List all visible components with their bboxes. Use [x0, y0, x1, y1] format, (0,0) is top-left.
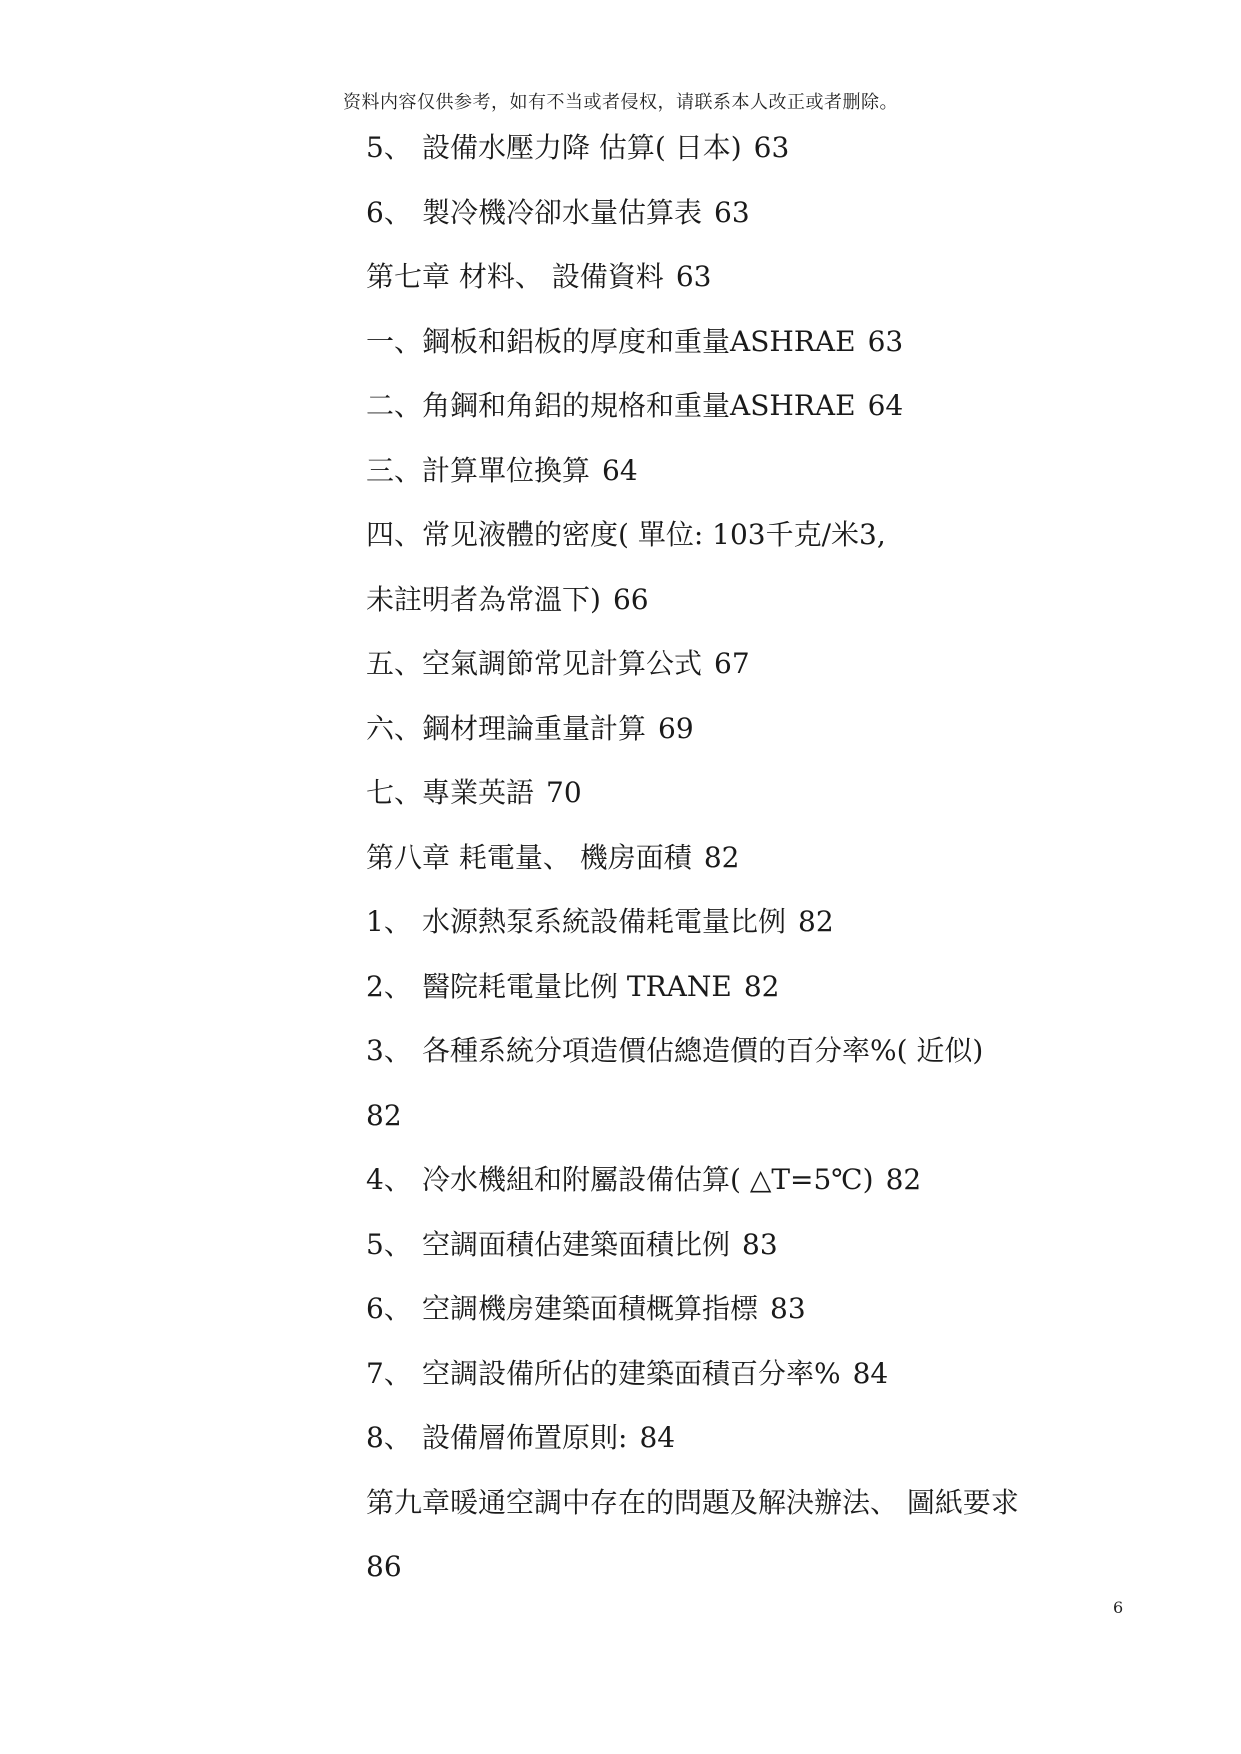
- toc-entry[interactable]: [366, 253, 1130, 318]
- toc-entry-number: 6、: [366, 195, 412, 229]
- toc-entry-title: 第九章暖通空調中存在的問題及解決辦法、 圖紙要求: [366, 1485, 1019, 1519]
- toc-entry-title: 空調機房建築面積概算指標: [422, 1292, 759, 1325]
- toc-entry-page: 82: [743, 969, 780, 1003]
- toc-entry-page: 66: [612, 582, 649, 616]
- toc-entry[interactable]: [366, 1092, 1130, 1157]
- toc-entry[interactable]: [366, 318, 1130, 383]
- toc-entry[interactable]: [366, 1156, 1130, 1221]
- toc-entry-number: 四、: [366, 518, 423, 551]
- toc-entry-title: 空調面積佔建築面積比例: [422, 1227, 731, 1261]
- toc-entry-title: 專業英語: [422, 776, 535, 809]
- toc-entry-number: 7、: [366, 1356, 412, 1390]
- toc-entry-number: 4、: [366, 1163, 412, 1196]
- toc-entry[interactable]: [366, 1414, 1130, 1479]
- toc-entry[interactable]: [366, 124, 1130, 189]
- toc-entry[interactable]: [366, 189, 1130, 254]
- toc-entry-title: 製冷機冷卻水量估算表: [422, 195, 703, 229]
- toc-entry[interactable]: [366, 576, 1130, 641]
- toc-entry-number: 8、: [366, 1421, 412, 1454]
- toc-entry-page: 64: [867, 389, 904, 422]
- toc-entry-number: 七、: [366, 776, 423, 809]
- toc-entry[interactable]: [366, 834, 1130, 899]
- toc-entry-number: 三、: [366, 453, 423, 487]
- toc-entry-title: 設備層佈置原則:: [422, 1421, 628, 1454]
- toc-entry-number: 1、: [366, 905, 412, 938]
- toc-entry-number: 3、: [366, 1034, 412, 1067]
- page-number: 6: [1113, 1598, 1124, 1617]
- toc-entry-number: 六、: [366, 711, 423, 745]
- toc-entry-number: 5、: [366, 131, 412, 164]
- toc-entry-title: 設備水壓力降 估算( 日本): [422, 131, 742, 164]
- toc-entry[interactable]: [366, 1479, 1130, 1544]
- toc-entry[interactable]: [366, 447, 1130, 512]
- toc-entry-page: 82: [703, 840, 740, 874]
- toc-entry-title: 空氣調節常见計算公式: [422, 647, 703, 680]
- toc-entry-title: 未註明者為常溫下): [366, 582, 601, 616]
- toc-entry-page: 83: [770, 1292, 806, 1325]
- toc-entry-page: 63: [714, 195, 750, 229]
- toc-entry-title: 各種系統分項造價佔總造價的百分率%( 近似): [422, 1034, 984, 1067]
- toc-entry[interactable]: [366, 511, 1130, 576]
- header-disclaimer: 资料内容仅供参考，如有不当或者侵权，请联系本人改正或者删除。: [343, 92, 898, 113]
- toc-entry-page: 83: [742, 1227, 778, 1261]
- toc-entry[interactable]: [366, 1027, 1130, 1092]
- toc-entry-page: 63: [867, 324, 904, 358]
- toc-entry[interactable]: [366, 640, 1130, 705]
- toc-entry-title: 鋼材理論重量計算: [422, 711, 647, 745]
- toc-entry-page: 86: [366, 1550, 402, 1583]
- toc-entry[interactable]: [366, 898, 1130, 963]
- table-of-contents: [366, 124, 1130, 1608]
- toc-entry-page: 63: [753, 131, 790, 164]
- toc-entry-title: 計算單位換算: [422, 453, 591, 487]
- toc-entry-page: 82: [885, 1163, 922, 1196]
- toc-entry-number: 一、: [366, 324, 423, 358]
- toc-entry-title: 第八章 耗電量、 機房面積: [366, 840, 692, 874]
- toc-entry[interactable]: [366, 1221, 1130, 1286]
- toc-entry[interactable]: [366, 1350, 1130, 1415]
- toc-entry-title: 第七章 材料、 設備資料: [366, 260, 664, 293]
- toc-entry-number: 6、: [366, 1292, 412, 1325]
- toc-entry-page: 82: [798, 905, 834, 938]
- toc-entry-page: 70: [546, 776, 582, 809]
- toc-entry-title: 冷水機組和附屬設備估算( △T=5℃): [422, 1163, 874, 1196]
- toc-entry-number: 5、: [366, 1227, 412, 1261]
- toc-entry-page: 82: [366, 1098, 402, 1132]
- toc-entry-page: 63: [675, 260, 712, 293]
- toc-entry[interactable]: [366, 705, 1130, 770]
- toc-entry-page: 84: [639, 1421, 676, 1454]
- toc-entry-number: 2、: [366, 969, 412, 1003]
- toc-entry-number: 五、: [366, 647, 423, 680]
- toc-entry[interactable]: [366, 1285, 1130, 1350]
- toc-entry[interactable]: [366, 769, 1130, 834]
- toc-entry-page: 69: [658, 711, 694, 745]
- toc-entry-title: 常见液體的密度( 單位: 103千克/米3,: [422, 518, 886, 551]
- toc-entry-number: 二、: [366, 389, 423, 422]
- toc-entry-title: 醫院耗電量比例 TRANE: [422, 969, 732, 1003]
- toc-entry-title: 水源熱泵系統設備耗電量比例: [422, 905, 787, 938]
- toc-entry[interactable]: [366, 963, 1130, 1028]
- toc-entry-title: 空調設備所佔的建築面積百分率%: [422, 1356, 841, 1390]
- toc-entry-page: 64: [602, 453, 638, 487]
- toc-entry-title: 鋼板和鋁板的厚度和重量ASHRAE: [422, 324, 856, 358]
- toc-entry-title: 角鋼和角鋁的規格和重量ASHRAE: [422, 389, 856, 422]
- toc-entry[interactable]: [366, 1543, 1130, 1608]
- toc-entry-page: 84: [852, 1356, 889, 1390]
- toc-entry[interactable]: [366, 382, 1130, 447]
- toc-entry-page: 67: [714, 647, 750, 680]
